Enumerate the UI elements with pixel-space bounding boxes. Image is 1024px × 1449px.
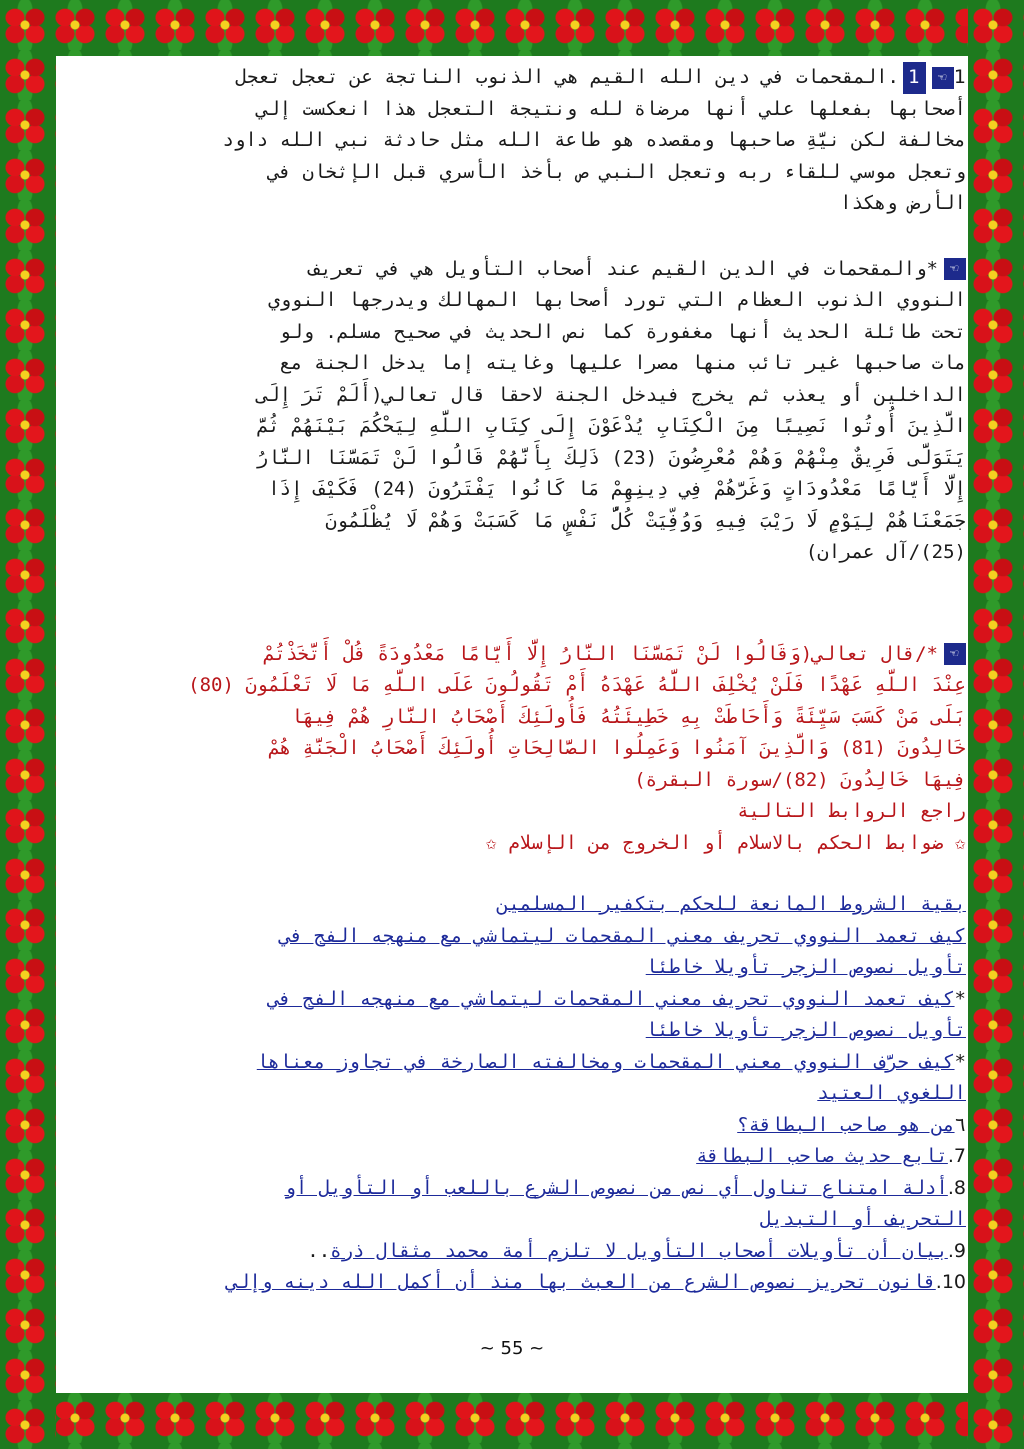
link-line — [64, 1047, 966, 1079]
para2-lead: *والمقحمات في الدين القيم عند أصحاب التأويل هي في تعريف — [308, 257, 938, 280]
para2-line-1 — [64, 254, 966, 286]
link-number: 8. — [947, 1176, 966, 1199]
link-prefix: ٦ — [954, 1113, 966, 1136]
link-nawawi-distortion-1-cont[interactable]: تأويل نصوص الزجر تأويلا خاطئا — [645, 956, 966, 978]
para3-line: فِيهَا خَالِدُونَ (82)/سورة البقرة) — [634, 768, 966, 791]
link-number: 10. — [935, 1271, 966, 1293]
para1-lead: .المقحمات في دين الله القيم هي الذنوب الناتجة عن تعجل تعجل — [235, 66, 899, 88]
link-prefix: * — [954, 987, 966, 1010]
para1-box-number: 1 — [903, 62, 926, 94]
para1-number: 1 — [953, 66, 966, 88]
star-line — [64, 828, 966, 860]
link-line — [64, 921, 966, 953]
link-evidence[interactable]: أدلة امتناع تناول أي نص من نصوص الشرع باللعب أو التأويل أو — [284, 1176, 948, 1199]
link-evidence-cont[interactable]: التحريف أو التبديل — [760, 1208, 966, 1230]
star-icon: ✩ — [943, 831, 966, 854]
see-links-heading: راجع الروابط التالية — [737, 800, 966, 822]
para1-line-1 — [64, 62, 966, 94]
para3-line: عِنْدَ اللَّهِ عَهْدًا فَلَنْ يُخْلِفَ اللَّهُ عَهْدَهُ أَمْ تَقُولُونَ عَلَى اللَّهِ مَا لَا تَعْلَمُونَ (80) — [188, 674, 966, 696]
para2-line: مات صاحبها غير تائب منها مصرا عليها وغايته إما يدخل الجنة مع — [279, 352, 966, 374]
decorative-border-top — [0, 0, 1024, 56]
link-nawawi-distortion-1[interactable]: كيف تعمد النووي تحريف معني المقحمات ليتماشي مع منهجه الفج في — [279, 924, 966, 947]
para2-line: النووي الذنوب العظام التي تورد أصحابها المهالك ويدرجها النووي — [268, 289, 966, 311]
link-number: 9. — [947, 1239, 966, 1262]
link-line — [64, 1141, 966, 1173]
link-suffix: .. — [307, 1239, 331, 1262]
decorative-border-left — [0, 0, 56, 1449]
link-line — [64, 1267, 966, 1299]
link-line — [64, 1015, 966, 1047]
para2-line: جَمَعْنَاهُمْ لِيَوْمٍ لَا رَيْبَ فِيهِ وَوُفِّيَتْ كُلُّ نَفْسٍ مَا كَسَبَتْ وَهُمْ لَا يُظْلَمُونَ — [325, 509, 966, 532]
link-line — [64, 984, 966, 1016]
decorative-border-bottom — [0, 1393, 1024, 1449]
decorative-border-right — [968, 0, 1024, 1449]
star-line-text: ضوابط الحكم بالاسلام أو الخروج من الإسلام — [508, 831, 944, 854]
link-line — [64, 1078, 966, 1110]
para2-line: (25)/آل عمران) — [805, 541, 966, 563]
link-protection-law[interactable]: قانون تحريز نصوص الشرع من العبث بها منذ أن أكمل الله دينه وإلي — [226, 1271, 936, 1293]
para3-line-1 — [64, 639, 966, 671]
star-icon: ✩ — [485, 831, 509, 854]
link-line — [64, 889, 966, 921]
link-nawawi-distortion-2[interactable]: كيف تعمد النووي تحريف معني المقحمات ليتماشي مع منهجه الفج في — [268, 987, 955, 1010]
pointing-hand-icon: ☜ — [944, 258, 966, 280]
link-interpretations[interactable]: بيان أن تأويلات أصحاب التأويل لا تلزم أمة محمد مثقال ذرة — [330, 1239, 948, 1262]
para2-line: يَتَوَلَّى فَرِيقٌ مِنْهُمْ وَهُمْ مُعْرِضُونَ (23) ذَلِكَ بِأَنَّهُمْ قَالُوا لَنْ تَمَسَّنَا النَّارُ — [256, 446, 966, 469]
para3-line: خَالِدُونَ (81) وَالَّذِينَ آمَنُوا وَعَمِلُوا الصَّالِحَاتِ أُولَئِكَ أَصْحَابُ الْجَنَّةِ هُمْ — [268, 737, 966, 759]
para2-line: إِلَّا أَيَّامًا مَعْدُودَاتٍ وَغَرَّهُمْ فِي دِينِهِمْ مَا كَانُوا يَفْتَرُونَ (24) فَكَيْفَ إِذَا — [268, 478, 966, 500]
para2-line: الداخلين أو يعذب ثم يخرج فيدخل الجنة لاحقا قال تعالي(أَلَمْ تَرَ إِلَى — [256, 383, 966, 406]
link-card-owner[interactable]: من هو صاحب البطاقة؟ — [737, 1113, 955, 1136]
pointing-hand-icon: ☜ — [932, 67, 954, 89]
link-remaining-conditions[interactable]: بقية الشروط المانعة للحكم بتكفير المسلمين — [497, 893, 966, 915]
para1-line: أصحابها بفعلها علي أنها مرضاة لله ونتيجة التعجل هذا انعكست إلي — [256, 97, 966, 120]
link-line — [64, 1110, 966, 1142]
para3-line: بَلَى مَنْ كَسَبَ سَيِّئَةً وَأَحَاطَتْ بِهِ خَطِيئَتُهُ فَأُولَئِكَ أَصْحَابُ النَّارِ هُمْ فِيهَا — [291, 705, 966, 728]
page-number: ~ 55 ~ — [479, 1338, 545, 1359]
link-nawawi-meaning[interactable]: كيف حرَّف النووي معني المقحمات ومخالفته الصارخة في تجاوز معناها — [256, 1050, 955, 1073]
link-line — [64, 1204, 966, 1236]
para3-lead: */قال تعالي(وَقَالُوا لَنْ تَمَسَّنَا النَّارُ إِلَّا أَيَّامًا مَعْدُودَةً قُلْ أَتَّخَذْتُمْ — [263, 642, 938, 665]
link-line — [64, 1236, 966, 1268]
link-card-hadith[interactable]: تابع حديث صاحب البطاقة — [696, 1145, 948, 1167]
para2-line: الَّذِينَ أُوتُوا نَصِيبًا مِنَ الْكِتَابِ يُدْعَوْنَ إِلَى كِتَابِ اللَّهِ لِيَحْكُمَ بَيْنَهُمْ ثُمَّ — [256, 415, 966, 437]
pointing-hand-icon: ☜ — [944, 643, 966, 665]
link-line — [64, 1173, 966, 1205]
link-number: 7. — [947, 1145, 966, 1167]
link-nawawi-distortion-2-cont[interactable]: تأويل نصوص الزجر تأويلا خاطئا — [645, 1019, 966, 1041]
link-nawawi-meaning-cont[interactable]: اللغوي العتيد — [817, 1082, 966, 1104]
page-content — [64, 62, 966, 1382]
para1-line: الأرض وهكذا — [840, 192, 966, 214]
para2-line: تحت طائلة الحديث أنها مغفورة كما نص الحديث في صحيح مسلم. ولو — [279, 320, 966, 343]
link-line — [64, 952, 966, 984]
link-prefix: * — [954, 1050, 966, 1073]
para1-line: مخالفة لكن نيَّةِ صاحبها ومقصده هو طاعة الله مثل حادثة نبي الله داود — [222, 129, 966, 151]
para1-line: وتعجل موسي للقاء ربه وتعجل النبي ص بأخذ الأسري قبل الإثخان في — [268, 160, 966, 183]
